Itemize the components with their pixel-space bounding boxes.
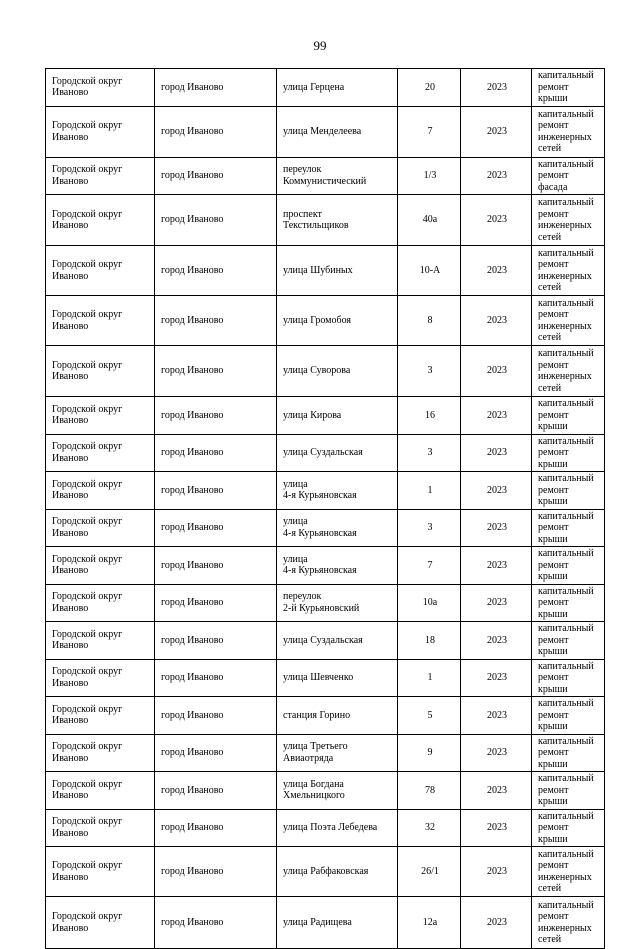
table-row	[46, 195, 605, 246]
street-cell: переулок 2-й Курьяновский	[277, 584, 398, 622]
city-cell: город Иваново	[155, 622, 277, 660]
city-cell: город Иваново	[155, 509, 277, 547]
year-cell: 2023	[461, 106, 532, 157]
municipality-cell: Городской округ Иваново	[46, 157, 155, 195]
city-cell: город Иваново	[155, 246, 277, 296]
work-type-cell: капитальный ремонт инженерных сетей	[532, 897, 605, 949]
street-cell: улица Радищева	[277, 897, 398, 949]
street-cell: улица Суздальская	[277, 434, 398, 472]
table-row	[46, 434, 605, 472]
year-cell: 2023	[461, 809, 532, 847]
table-row	[46, 397, 605, 435]
table-row	[46, 847, 605, 897]
work-type-cell: капитальный ремонт крыши	[532, 697, 605, 735]
house-number-cell: 7	[398, 106, 461, 157]
work-type-cell: капитальный ремонт инженерных сетей	[532, 296, 605, 346]
municipality-cell: Городской округ Иваново	[46, 69, 155, 107]
street-cell: улица Поэта Лебедева	[277, 809, 398, 847]
year-cell: 2023	[461, 195, 532, 246]
year-cell: 2023	[461, 509, 532, 547]
table-row	[46, 697, 605, 735]
year-cell: 2023	[461, 296, 532, 346]
house-number-cell: 40а	[398, 195, 461, 246]
page-number: 99	[313, 38, 327, 53]
municipality-cell: Городской округ Иваново	[46, 195, 155, 246]
street-cell: улица Третьего Авиаотряда	[277, 734, 398, 772]
house-number-cell: 3	[398, 434, 461, 472]
city-cell: город Иваново	[155, 734, 277, 772]
work-type-cell: капитальный ремонт инженерных сетей	[532, 346, 605, 397]
municipality-cell: Городской округ Иваново	[46, 659, 155, 697]
work-type-cell: капитальный ремонт крыши	[532, 584, 605, 622]
table-row	[46, 809, 605, 847]
table-row	[46, 472, 605, 510]
house-number-cell: 10а	[398, 584, 461, 622]
city-cell: город Иваново	[155, 472, 277, 510]
table-row	[46, 584, 605, 622]
city-cell: город Иваново	[155, 659, 277, 697]
year-cell: 2023	[461, 584, 532, 622]
municipality-cell: Городской округ Иваново	[46, 434, 155, 472]
table-row	[46, 734, 605, 772]
street-cell: улица Рабфаковская	[277, 847, 398, 897]
municipality-cell: Городской округ Иваново	[46, 584, 155, 622]
table-row	[46, 106, 605, 157]
work-type-cell: капитальный ремонт фасада	[532, 157, 605, 195]
municipality-cell: Городской округ Иваново	[46, 509, 155, 547]
street-cell: улица Громобоя	[277, 296, 398, 346]
table-row	[46, 69, 605, 107]
work-type-cell: капитальный ремонт инженерных сетей	[532, 106, 605, 157]
municipality-cell: Городской округ Иваново	[46, 547, 155, 585]
street-cell: улица Менделеева	[277, 106, 398, 157]
city-cell: город Иваново	[155, 69, 277, 107]
work-type-cell: капитальный ремонт инженерных сетей	[532, 246, 605, 296]
house-number-cell: 9	[398, 734, 461, 772]
table-row	[46, 296, 605, 346]
year-cell: 2023	[461, 847, 532, 897]
table-row	[46, 547, 605, 585]
year-cell: 2023	[461, 434, 532, 472]
work-type-cell: капитальный ремонт крыши	[532, 659, 605, 697]
city-cell: город Иваново	[155, 157, 277, 195]
municipality-cell: Городской округ Иваново	[46, 296, 155, 346]
house-number-cell: 1	[398, 659, 461, 697]
city-cell: город Иваново	[155, 772, 277, 810]
municipality-cell: Городской округ Иваново	[46, 106, 155, 157]
municipality-cell: Городской округ Иваново	[46, 772, 155, 810]
year-cell: 2023	[461, 397, 532, 435]
city-cell: город Иваново	[155, 584, 277, 622]
year-cell: 2023	[461, 897, 532, 949]
house-number-cell: 20	[398, 69, 461, 107]
municipality-cell: Городской округ Иваново	[46, 734, 155, 772]
year-cell: 2023	[461, 622, 532, 660]
table-row	[46, 897, 605, 949]
street-cell: улица Шубиных	[277, 246, 398, 296]
street-cell: улица Суворова	[277, 346, 398, 397]
municipality-cell: Городской округ Иваново	[46, 847, 155, 897]
street-cell: улица 4-я Курьяновская	[277, 547, 398, 585]
street-cell: улица Герцена	[277, 69, 398, 107]
house-number-cell: 78	[398, 772, 461, 810]
year-cell: 2023	[461, 472, 532, 510]
year-cell: 2023	[461, 157, 532, 195]
work-type-cell: капитальный ремонт крыши	[532, 434, 605, 472]
house-number-cell: 1	[398, 472, 461, 510]
city-cell: город Иваново	[155, 434, 277, 472]
work-type-cell: капитальный ремонт крыши	[532, 734, 605, 772]
municipality-cell: Городской округ Иваново	[46, 346, 155, 397]
work-type-cell: капитальный ремонт инженерных сетей	[532, 195, 605, 246]
year-cell: 2023	[461, 246, 532, 296]
house-number-cell: 10-А	[398, 246, 461, 296]
municipality-cell: Городской округ Иваново	[46, 622, 155, 660]
city-cell: город Иваново	[155, 809, 277, 847]
city-cell: город Иваново	[155, 346, 277, 397]
year-cell: 2023	[461, 346, 532, 397]
street-cell: улица 4-я Курьяновская	[277, 472, 398, 510]
house-number-cell: 18	[398, 622, 461, 660]
house-number-cell: 1/3	[398, 157, 461, 195]
city-cell: город Иваново	[155, 106, 277, 157]
house-number-cell: 26/1	[398, 847, 461, 897]
work-type-cell: капитальный ремонт крыши	[532, 509, 605, 547]
street-cell: улица Кирова	[277, 397, 398, 435]
work-type-cell: капитальный ремонт крыши	[532, 397, 605, 435]
house-number-cell: 12а	[398, 897, 461, 949]
repair-schedule-table	[45, 68, 605, 949]
street-cell: улица Богдана Хмельницкого	[277, 772, 398, 810]
city-cell: город Иваново	[155, 697, 277, 735]
municipality-cell: Городской округ Иваново	[46, 472, 155, 510]
work-type-cell: капитальный ремонт крыши	[532, 472, 605, 510]
year-cell: 2023	[461, 772, 532, 810]
year-cell: 2023	[461, 697, 532, 735]
work-type-cell: капитальный ремонт крыши	[532, 809, 605, 847]
municipality-cell: Городской округ Иваново	[46, 246, 155, 296]
municipality-cell: Городской округ Иваново	[46, 809, 155, 847]
street-cell: улица 4-я Курьяновская	[277, 509, 398, 547]
municipality-cell: Городской округ Иваново	[46, 397, 155, 435]
city-cell: город Иваново	[155, 296, 277, 346]
city-cell: город Иваново	[155, 847, 277, 897]
municipality-cell: Городской округ Иваново	[46, 697, 155, 735]
street-cell: улица Суздальская	[277, 622, 398, 660]
table-row	[46, 246, 605, 296]
table-row	[46, 346, 605, 397]
street-cell: проспект Текстильщиков	[277, 195, 398, 246]
table-row	[46, 772, 605, 810]
year-cell: 2023	[461, 659, 532, 697]
table-row	[46, 622, 605, 660]
house-number-cell: 3	[398, 509, 461, 547]
table-row	[46, 509, 605, 547]
work-type-cell: капитальный ремонт крыши	[532, 772, 605, 810]
house-number-cell: 3	[398, 346, 461, 397]
work-type-cell: капитальный ремонт крыши	[532, 622, 605, 660]
year-cell: 2023	[461, 734, 532, 772]
city-cell: город Иваново	[155, 897, 277, 949]
house-number-cell: 8	[398, 296, 461, 346]
municipality-cell: Городской округ Иваново	[46, 897, 155, 949]
house-number-cell: 7	[398, 547, 461, 585]
house-number-cell: 5	[398, 697, 461, 735]
city-cell: город Иваново	[155, 547, 277, 585]
street-cell: станция Горино	[277, 697, 398, 735]
house-number-cell: 32	[398, 809, 461, 847]
street-cell: переулок Коммунистический	[277, 157, 398, 195]
table-row	[46, 659, 605, 697]
year-cell: 2023	[461, 69, 532, 107]
city-cell: город Иваново	[155, 397, 277, 435]
year-cell: 2023	[461, 547, 532, 585]
city-cell: город Иваново	[155, 195, 277, 246]
street-cell: улица Шевченко	[277, 659, 398, 697]
work-type-cell: капитальный ремонт крыши	[532, 69, 605, 107]
table-row	[46, 157, 605, 195]
work-type-cell: капитальный ремонт инженерных сетей	[532, 847, 605, 897]
work-type-cell: капитальный ремонт крыши	[532, 547, 605, 585]
house-number-cell: 16	[398, 397, 461, 435]
